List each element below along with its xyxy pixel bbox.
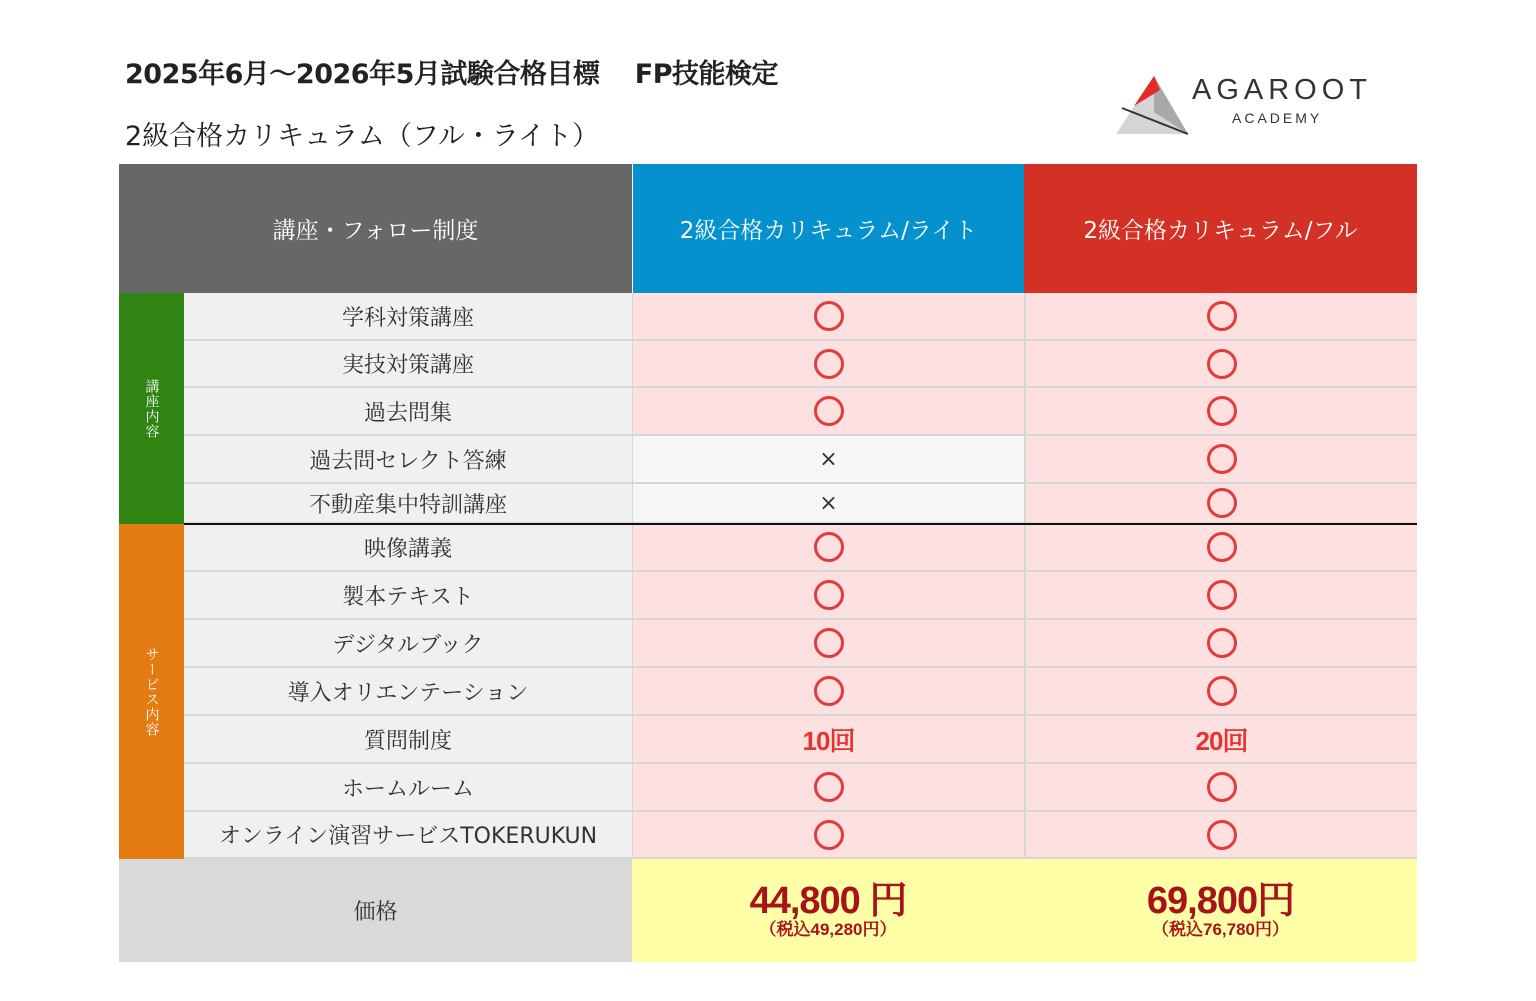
included-circle-icon: [814, 820, 844, 850]
feature-label: 製本テキスト: [184, 572, 632, 620]
page-title: 2025年6月～2026年5月試験合格目標 FP技能検定: [125, 59, 778, 90]
lite-cell: [632, 668, 1024, 716]
feature-label: ホームルーム: [184, 764, 632, 812]
price-full-tax: （税込76,780円）: [1152, 919, 1289, 939]
lite-cell: [632, 716, 1024, 764]
category-service: サービス内容: [119, 524, 184, 859]
full-cell: [1024, 484, 1417, 524]
lite-cell: [632, 388, 1024, 436]
included-circle-icon: [1207, 580, 1237, 610]
included-circle-icon: [1207, 301, 1237, 331]
lite-cell: [632, 812, 1024, 859]
price-lite: [632, 859, 1024, 962]
price-lite-tax: （税込49,280円）: [759, 919, 897, 939]
feature-label: 映像講義: [184, 524, 632, 572]
logo-subtext: ACADEMY: [1232, 110, 1323, 126]
question-count: 10回: [802, 725, 855, 756]
not-included-cross-icon: ×: [819, 490, 838, 516]
lite-cell: [632, 524, 1024, 572]
included-circle-icon: [1207, 349, 1237, 379]
included-circle-icon: [1207, 676, 1237, 706]
included-circle-icon: [814, 580, 844, 610]
full-cell: [1024, 668, 1417, 716]
logo-wordmark: AGAROOT: [1192, 74, 1373, 106]
included-circle-icon: [814, 301, 844, 331]
full-cell: [1024, 716, 1417, 764]
price-full-amount: 69,800円: [1146, 879, 1295, 922]
full-cell: [1024, 620, 1417, 668]
header-full-plan: 2級合格カリキュラム/フル: [1024, 164, 1417, 293]
feature-label: オンライン演習サービスTOKERUKUN: [184, 812, 632, 859]
feature-label: デジタルブック: [184, 620, 632, 668]
feature-label: 不動産集中特訓講座: [184, 484, 632, 524]
feature-label: 質問制度: [184, 716, 632, 764]
feature-label: 導入オリエンテーション: [184, 668, 632, 716]
full-cell: [1024, 436, 1417, 484]
included-circle-icon: [1207, 532, 1237, 562]
included-circle-icon: [814, 676, 844, 706]
lite-cell: [632, 484, 1024, 524]
included-circle-icon: [814, 772, 844, 802]
included-circle-icon: [814, 349, 844, 379]
included-circle-icon: [814, 628, 844, 658]
agaroot-logo: [1114, 68, 1384, 136]
header-feature: 講座・フォロー制度: [119, 164, 632, 293]
full-cell: [1024, 341, 1417, 388]
included-circle-icon: [814, 532, 844, 562]
included-circle-icon: [1207, 444, 1237, 474]
full-cell: [1024, 524, 1417, 572]
lite-cell: [632, 620, 1024, 668]
logo-mark-icon: [1114, 68, 1192, 136]
section-divider: [184, 523, 1417, 525]
included-circle-icon: [1207, 488, 1237, 518]
feature-label: 過去問集: [184, 388, 632, 436]
included-circle-icon: [1207, 396, 1237, 426]
lite-cell: [632, 572, 1024, 620]
full-cell: [1024, 293, 1417, 341]
lite-cell: [632, 764, 1024, 812]
full-cell: [1024, 572, 1417, 620]
included-circle-icon: [1207, 628, 1237, 658]
price-lite-amount: 44,800 円: [749, 879, 907, 922]
feature-label: 過去問セレクト答練: [184, 436, 632, 484]
category-course: 講座内容: [119, 293, 184, 524]
curriculum-comparison-table: [119, 164, 1417, 962]
full-cell: [1024, 812, 1417, 859]
included-circle-icon: [1207, 772, 1237, 802]
lite-cell: [632, 341, 1024, 388]
included-circle-icon: [1207, 820, 1237, 850]
price-label: 価格: [119, 859, 632, 962]
price-full: [1024, 859, 1417, 962]
header-lite-plan: 2級合格カリキュラム/ライト: [632, 164, 1024, 293]
lite-cell: [632, 293, 1024, 341]
feature-label: 学科対策講座: [184, 293, 632, 341]
full-cell: [1024, 388, 1417, 436]
lite-cell: [632, 436, 1024, 484]
feature-label: 実技対策講座: [184, 341, 632, 388]
full-cell: [1024, 764, 1417, 812]
page-subtitle: 2級合格カリキュラム（フル・ライト）: [125, 121, 600, 152]
not-included-cross-icon: ×: [819, 446, 838, 472]
included-circle-icon: [814, 396, 844, 426]
question-count: 20回: [1195, 725, 1248, 756]
